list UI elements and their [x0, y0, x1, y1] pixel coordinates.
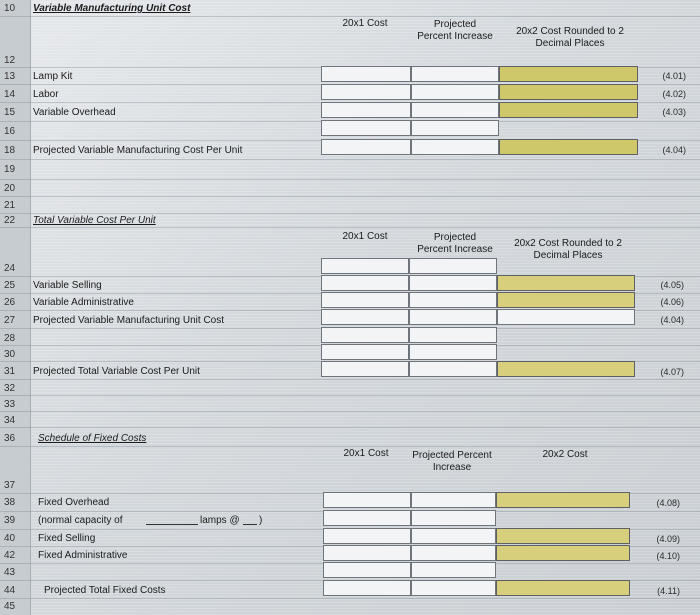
- cell-variable-selling-2016[interactable]: [497, 275, 635, 291]
- cell-variable-admin-2016[interactable]: [497, 292, 635, 308]
- row-label-variable-selling: Variable Selling: [33, 280, 102, 291]
- section-heading-total-variable: Total Variable Cost Per Unit: [33, 215, 156, 226]
- row-number: 43: [4, 567, 16, 578]
- row-divider: [0, 196, 700, 197]
- cell-blank-24b[interactable]: [409, 258, 497, 274]
- ref-lamp-kit: (4.01): [662, 71, 686, 81]
- row-number: 13: [4, 71, 16, 82]
- cell-variable-overhead-2016[interactable]: [499, 102, 638, 118]
- row-number: 27: [4, 315, 16, 326]
- row-number: 14: [4, 89, 16, 100]
- ref-variable-selling: (4.05): [660, 280, 684, 290]
- cell-blank-24a[interactable]: [321, 258, 409, 274]
- row-label-labor: Labor: [33, 89, 59, 100]
- column-header-percent-increase: Projected Percent Increase: [417, 19, 493, 42]
- ref-fixed-selling: (4.09): [656, 534, 680, 544]
- section-heading-variable-mfg: Variable Manufacturing Unit Cost: [33, 3, 191, 14]
- row-number: 38: [4, 497, 16, 508]
- cell-fixed-overhead-2015[interactable]: [323, 492, 411, 508]
- row-number: 16: [4, 126, 16, 137]
- row-number: 15: [4, 107, 16, 118]
- cell-projected-unit-2016[interactable]: [497, 309, 635, 325]
- cell-fixed-selling-percent[interactable]: [411, 528, 496, 544]
- ref-total-variable: (4.07): [660, 367, 684, 377]
- ref-variable-overhead: (4.03): [662, 107, 686, 117]
- cell-fixed-overhead-2016[interactable]: [496, 492, 630, 508]
- row-divider: [0, 227, 700, 228]
- row-divider: [0, 179, 700, 180]
- cell-labor-2016[interactable]: [499, 84, 638, 100]
- cell-blank-16b[interactable]: [411, 120, 499, 136]
- row-divider: [0, 213, 700, 214]
- row-label-lamps-at: lamps @: [200, 515, 240, 526]
- cell-projected-mfg-percent[interactable]: [411, 139, 499, 155]
- row-number: 31: [4, 366, 16, 377]
- cell-variable-admin-percent[interactable]: [409, 292, 497, 308]
- row-label-variable-administrative: Variable Administrative: [33, 297, 134, 308]
- row-divider: [0, 598, 700, 599]
- column-header-percent-increase: Projected Percent Increase: [417, 232, 493, 255]
- cell-projected-unit-percent[interactable]: [409, 309, 497, 325]
- row-label-projected-total-fixed: Projected Total Fixed Costs: [44, 585, 166, 596]
- row-divider: [0, 427, 700, 428]
- row-number: 45: [4, 601, 16, 612]
- cell-labor-2015[interactable]: [321, 84, 411, 100]
- cell-blank-43a[interactable]: [323, 562, 411, 578]
- cell-fixed-admin-percent[interactable]: [411, 545, 496, 561]
- row-number: 37: [4, 480, 16, 491]
- cell-projected-mfg-2015[interactable]: [321, 139, 411, 155]
- column-header-2016-cost: 20x2 Cost Rounded to 2 Decimal Places: [516, 26, 624, 49]
- cell-total-fixed-2015[interactable]: [323, 580, 411, 596]
- cell-fixed-overhead-percent[interactable]: [411, 492, 496, 508]
- row-label-variable-overhead: Variable Overhead: [33, 107, 116, 118]
- ref-fixed-overhead: (4.08): [656, 498, 680, 508]
- cell-fixed-selling-2016[interactable]: [496, 528, 630, 544]
- normal-capacity-blank[interactable]: [146, 524, 198, 525]
- row-number: 28: [4, 333, 16, 344]
- cell-variable-overhead-percent[interactable]: [411, 102, 499, 118]
- cell-total-fixed-percent[interactable]: [411, 580, 496, 596]
- cell-projected-unit-2015[interactable]: [321, 309, 409, 325]
- column-header-2016-cost: 20x2 Cost Rounded to 2 Decimal Places: [514, 238, 622, 261]
- cell-lamp-kit-2015[interactable]: [321, 66, 411, 82]
- cell-total-fixed-2016[interactable]: [496, 580, 630, 596]
- cell-fixed-selling-2015[interactable]: [323, 528, 411, 544]
- cell-lamp-kit-percent[interactable]: [411, 66, 499, 82]
- ref-variable-admin: (4.06): [660, 297, 684, 307]
- row-number: 32: [4, 383, 16, 394]
- row-label-fixed-administrative: Fixed Administrative: [38, 550, 128, 561]
- row-number: 42: [4, 550, 16, 561]
- column-header-2015-cost: 20x1 Cost: [343, 448, 389, 459]
- column-header-2015-cost: 20x1 Cost: [342, 18, 388, 29]
- cell-blank-43b[interactable]: [411, 562, 496, 578]
- row-number: 18: [4, 145, 16, 156]
- row-number: 12: [4, 55, 16, 66]
- cell-blank-30a[interactable]: [321, 344, 409, 360]
- row-number: 34: [4, 415, 16, 426]
- row-number: 36: [4, 433, 16, 444]
- cell-variable-admin-2015[interactable]: [321, 292, 409, 308]
- cell-total-variable-percent[interactable]: [409, 361, 497, 377]
- row-label-normal-capacity: (normal capacity of: [38, 515, 123, 526]
- ref-projected-unit: (4.04): [660, 315, 684, 325]
- row-label-lamp-kit: Lamp Kit: [33, 71, 73, 82]
- row-divider: [0, 411, 700, 412]
- ref-labor: (4.02): [662, 89, 686, 99]
- section-heading-fixed-costs: Schedule of Fixed Costs: [38, 433, 147, 444]
- row-divider: [0, 446, 700, 447]
- row-number: 24: [4, 263, 16, 274]
- row-label-close-paren: ): [259, 515, 263, 526]
- row-number: 25: [4, 280, 16, 291]
- cell-variable-overhead-2015[interactable]: [321, 102, 411, 118]
- cell-fixed-admin-2015[interactable]: [323, 545, 411, 561]
- row-number: 44: [4, 585, 16, 596]
- cell-normal-capacity-2015[interactable]: [323, 510, 411, 526]
- row-number: 22: [4, 215, 16, 226]
- row-label-projected-variable-mfg: Projected Variable Manufacturing Cost Per Unit: [33, 145, 243, 156]
- row-number: 26: [4, 297, 16, 308]
- row-divider: [0, 395, 700, 396]
- column-header-2016-cost: 20x2 Cost: [542, 449, 588, 460]
- row-number: 20: [4, 183, 16, 194]
- row-divider: [0, 16, 700, 17]
- cell-total-variable-2016[interactable]: [497, 361, 635, 377]
- cell-blank-16a[interactable]: [321, 120, 411, 136]
- column-header-percent-increase: Projected Percent Increase: [412, 450, 492, 473]
- row-divider: [0, 159, 700, 160]
- row-number: 33: [4, 399, 16, 410]
- cell-projected-mfg-2016[interactable]: [499, 139, 638, 155]
- row-number: 19: [4, 164, 16, 175]
- column-header-2015-cost: 20x1 Cost: [342, 231, 388, 242]
- row-divider: [0, 379, 700, 380]
- cell-normal-capacity-percent[interactable]: [411, 510, 496, 526]
- cell-blank-30b[interactable]: [409, 344, 497, 360]
- cell-total-variable-2015[interactable]: [321, 361, 409, 377]
- ref-fixed-admin: (4.10): [656, 551, 680, 561]
- row-number: 10: [4, 3, 16, 14]
- cell-blank-28b[interactable]: [409, 327, 497, 343]
- cell-variable-selling-percent[interactable]: [409, 275, 497, 291]
- row-label-projected-total-variable: Projected Total Variable Cost Per Unit: [33, 366, 200, 377]
- row-number: 40: [4, 533, 16, 544]
- cell-blank-28a[interactable]: [321, 327, 409, 343]
- cell-variable-selling-2015[interactable]: [321, 275, 409, 291]
- cell-fixed-admin-2016[interactable]: [496, 545, 630, 561]
- cell-labor-percent[interactable]: [411, 84, 499, 100]
- row-number: 39: [4, 515, 16, 526]
- ref-projected-mfg: (4.04): [662, 145, 686, 155]
- row-number: 21: [4, 200, 16, 211]
- row-number: 30: [4, 349, 16, 360]
- row-label-fixed-selling: Fixed Selling: [38, 533, 96, 544]
- rate-blank[interactable]: [243, 524, 257, 525]
- row-label-fixed-overhead: Fixed Overhead: [38, 497, 110, 508]
- ref-total-fixed: (4.11): [657, 586, 680, 596]
- cell-lamp-kit-2016[interactable]: [499, 66, 638, 82]
- row-label-projected-variable-mfg-unit: Projected Variable Manufacturing Unit Cost: [33, 315, 225, 326]
